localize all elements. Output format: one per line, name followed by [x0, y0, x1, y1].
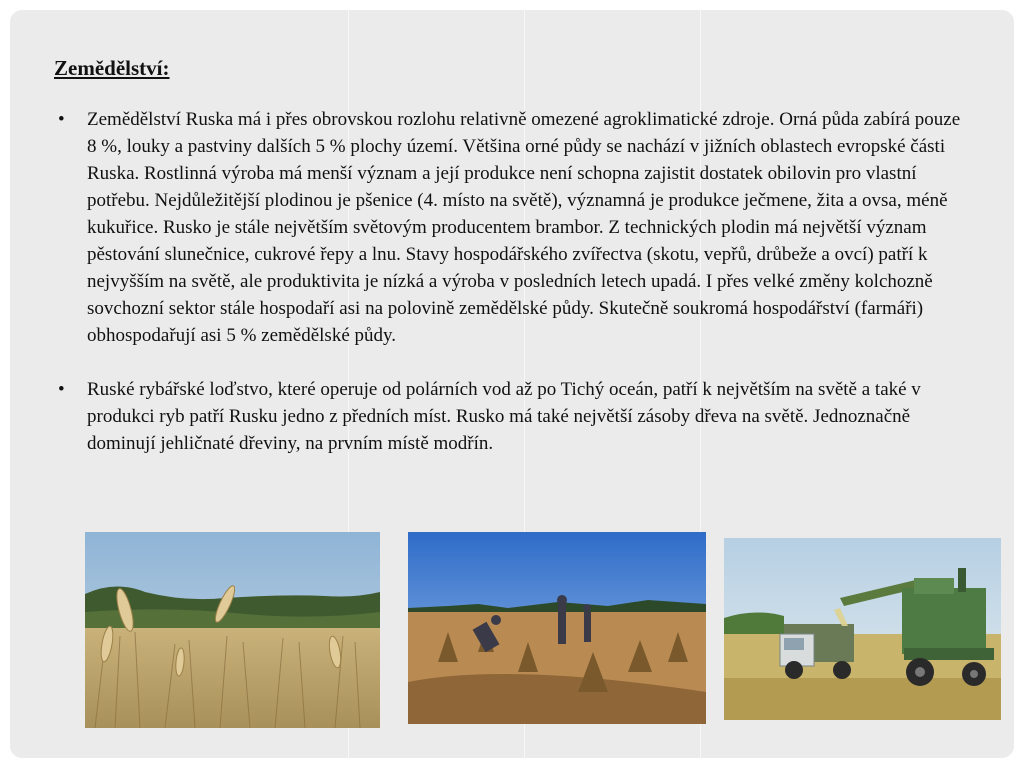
slide-title: Zemědělství:: [54, 56, 170, 80]
bullet-dot: •: [58, 109, 65, 130]
bullet-list: [54, 106, 974, 457]
bullet-dot: •: [58, 379, 65, 400]
flax-harvest-photo: [408, 532, 706, 724]
wheat-field-photo: [85, 532, 380, 728]
slide-content: [54, 54, 974, 484]
bullet-item: [54, 376, 974, 457]
bullet-text: Ruské rybářské loďstvo, které operuje od polárních vod až po Tichý oceán, patří k největším na světě a také v produkci ryb patří Rusku jedno z předních míst. Rusko má také největší zásoby dřeva na světě. Jednoznačně dominují jehličnaté dřeviny, na prvním místě modřín.: [87, 379, 921, 454]
bullet-item: [54, 106, 974, 349]
bullet-text: Zemědělství Ruska má i přes obrovskou rozlohu relativně omezené agroklimatické zdroje. Orná půda zabírá pouze 8 %, louky a pastviny dalších 5 % plochy území. Většina orné půdy se nachází v jižních oblastech evropské části Ruska. Rostlinná výroba má menší význam a její produkce není schopna zajistit dostatek obilovin pro vlastní potřebu. Nejdůležitější plodinou je pšenice (4. místo na světě), významná je produkce ječmene, žita a ovsa, méně kukuřice. Rusko je stále největším světovým producentem brambor. Z technických plodin má největší význam pěstování slunečnice, cukrové řepy a lnu. Stavy hospodářského zvířectva (skotu, vepřů, drůbeže a ovcí) patří k nejvyšším na světě, ale produktivita je nízká a výroba v posledních letech upadá. I přes velké změny kolchozně sovchozní sektor stále hospodaří asi na polovině zemědělské půdy. Skutečně soukromá hospodářství (farmáři) obhospodařují asi 5 % zemědělské půdy.: [87, 109, 961, 346]
slide: [10, 10, 1014, 758]
photo-strip: [10, 532, 1014, 732]
combine-harvester-photo: [724, 538, 1001, 720]
